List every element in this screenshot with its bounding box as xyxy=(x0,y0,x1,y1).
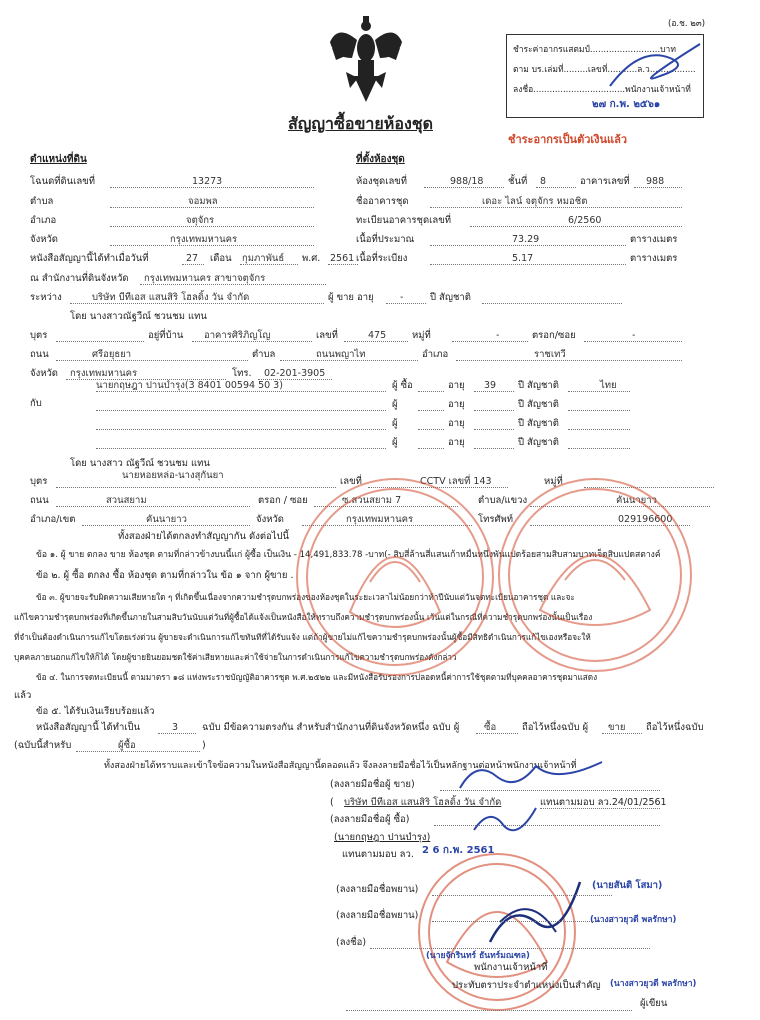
buyer-1-nation-label: ปี สัญชาติ xyxy=(518,380,559,391)
tambon-value: จอมพล xyxy=(188,196,218,207)
buyer-amphoe: คันนายาว xyxy=(146,514,187,525)
seller-amphoe-label: อำเภอ xyxy=(422,349,449,360)
buyer-4-role: ผู้ xyxy=(392,437,398,448)
seller-moo-label: หมู่ที่ xyxy=(412,330,431,341)
province-value: กรุงเทพมหานคร xyxy=(170,234,238,245)
buyer-tel-label: โทรศัพท์ xyxy=(478,514,514,525)
buyer-cctv: CCTV เลขที่ 143 xyxy=(420,476,492,487)
area-value: 73.29 xyxy=(512,234,540,245)
writer-label: ผู้เขียน xyxy=(640,998,668,1009)
buyer-signature-icon xyxy=(470,800,540,840)
building-no: 988 xyxy=(646,176,665,187)
seller-amphoe: ราชเทวี xyxy=(534,349,566,360)
garuda-emblem-icon xyxy=(328,14,404,106)
witness-1-label: (ลงลายมือชื่อพยาน) xyxy=(336,884,419,895)
buyer-1-age-label: อายุ xyxy=(448,380,465,391)
office-value: กรุงเทพมหานคร สาขาจตุจักร xyxy=(144,273,266,284)
witness-2-label: (ลงลายมือชื่อพยาน) xyxy=(336,910,419,921)
buyer-4-age-label: อายุ xyxy=(448,437,465,448)
fee-line-1: ชำระค่าอากรแสตมป์..........................บาท xyxy=(513,45,676,55)
buyer-soi-label: ตรอก / ซอย xyxy=(258,495,308,506)
buyer-son-label: บุตร xyxy=(30,476,48,487)
amphoe-label: อำเภอ xyxy=(30,215,57,226)
fee-signature-icon xyxy=(600,36,710,96)
fee-line-3: ลงชื่อ..................................พนักงานเจ้าหน้าที่ xyxy=(513,85,691,95)
buyer-3-age-label: อายุ xyxy=(448,418,465,429)
floor: 8 xyxy=(540,176,547,187)
copies-buyer: ซื้อ xyxy=(484,722,497,733)
land-heading: ตำแหน่งที่ดิน xyxy=(30,154,87,165)
buyer-3-nation-label: ปี สัญชาติ xyxy=(518,418,559,429)
between-label: ระหว่าง xyxy=(30,292,62,303)
tax-paid-stamp: ชำระอากรเป็นตัวเงินแล้ว xyxy=(508,133,628,146)
seller-road-label: ถนน xyxy=(30,349,49,360)
reg-label: ทะเบียนอาคารชุดเลขที่ xyxy=(356,215,451,226)
buyer-1-role: ผู้ ซื้อ xyxy=(392,380,413,391)
seller-no: 475 xyxy=(368,330,387,341)
unit-no-label: ห้องชุดเลขที่ xyxy=(356,176,408,187)
keep-label-2: ถือไว้หนึ่งฉบับ xyxy=(646,722,704,733)
buyer-road: สวนสยาม xyxy=(106,495,147,506)
buyer-tambon-label: ตำบล/แขวง xyxy=(478,495,528,506)
buyer-1-nation: ไทย xyxy=(600,380,617,391)
officer-stamp-4: (นางสาวยุวดี พลรักษา) xyxy=(610,979,697,989)
buyer-2-nation-label: ปี สัญชาติ xyxy=(518,399,559,410)
seller-tambon-label: ตำบล xyxy=(252,349,276,360)
keep-label-1: ถือไว้หนึ่งฉบับ ผู้ xyxy=(522,722,589,733)
year-label: พ.ศ. xyxy=(302,253,321,264)
lives-label: อยู่ที่บ้าน xyxy=(148,330,184,341)
contract-year: 2561 xyxy=(330,253,355,264)
copies-num: 3 xyxy=(172,722,179,733)
sign-label: (ลงชื่อ) xyxy=(336,937,367,948)
clause-3c: ที่จำเป็นต้องดำเนินการแก้ไขโดยเร่งด่วน ผู้ขายจะดำเนินการแก้ไขทันทีที่ได้รับแจ้ง แต่ถ้าผู้ขายไม่แก้ไขความชำรุดบกพร่องนั้นผู้ซื้อมีสิทธิดำเนินการแก้ไขเองหรือจะให้ xyxy=(14,632,591,642)
seller-nation-label: ปี สัญชาติ xyxy=(430,292,471,303)
buyer-2-role: ผู้ xyxy=(392,399,398,410)
witness-signature-icon xyxy=(480,862,590,952)
seller-age: - xyxy=(400,292,404,303)
copies-seller: ขาย xyxy=(608,722,626,733)
seller-signature-icon xyxy=(456,756,606,796)
fee-date-stamp: ๒๗ ก.พ. ๒๕๖๑ xyxy=(592,99,661,110)
seller-soi: - xyxy=(632,330,636,341)
balcony-unit: ตารางเมตร xyxy=(630,253,678,264)
buyer-amphoe-label: อำเภอ/เขต xyxy=(30,514,76,525)
clause-3a: ข้อ ๓. ผู้ขายจะรับผิดความเสียหายใด ๆ ที่เกิดขึ้นเนื่องจากความชำรุดบกพร่องของห้องชุดในระยะเวลาไม่น้อยกว่าห้าปีนับแต่วันจดทะเบียนอาคารชุด และจะ xyxy=(36,592,575,602)
officer-label: พนักงานเจ้าหน้าที่ xyxy=(474,962,548,973)
condo-label: ชื่ออาคารชุด xyxy=(356,196,409,207)
buyer-2-age-label: อายุ xyxy=(448,399,465,410)
buyer-no-label: เลขที่ xyxy=(340,476,362,487)
poa2-date-stamp: 2 6 ก.พ. 2561 xyxy=(422,845,495,856)
buyer-sig-name: (นายกฤษฎา ปานบำรุง) xyxy=(334,832,431,843)
office-label: ณ สำนักงานที่ดินจังหวัด xyxy=(30,273,129,284)
with-label: กับ xyxy=(30,398,42,409)
buyer-tel: 029196600 xyxy=(618,514,673,525)
buyer-province: กรุงเทพมหานคร xyxy=(346,514,414,525)
buyer-moo-label: หมู่ที่ xyxy=(544,476,563,487)
month-label: เดือน xyxy=(210,253,232,264)
seller-tel-label: โทร. xyxy=(232,368,252,379)
seller-no-label: เลขที่ xyxy=(316,330,338,341)
seal-stamp-icon xyxy=(490,470,700,680)
unit-heading: ที่ตั้งห้องชุด xyxy=(356,154,405,165)
seller-tambon: ถนนพญาไท xyxy=(316,349,366,360)
area-label: เนื้อที่ประมาณ xyxy=(356,234,415,245)
seller-company: บริษัท บีทีเอส แสนสิริ โฮลดิ้ง วัน จำกัด xyxy=(344,797,502,808)
clause-4a: ข้อ ๔. ในการจดทะเบียนนี้ ตามมาตรา ๑๘ แห่งพระราชบัญญัติอาคารชุด พ.ศ.๒๕๒๒ และมีหนังสือรับรองการปลอดหนี้ค่าการใช้ชุดตามที่บุคคลอาคารชุดมาแสดง xyxy=(36,672,598,682)
officer-stamp-3: (นายจักรินทร์ ธันทร์มณฑล) xyxy=(426,951,530,961)
for-label: (ฉบับนี้สำหรับ xyxy=(14,740,72,751)
seller-soi-label: ตรอก/ซอย xyxy=(532,330,576,341)
seller-province-label: จังหวัด xyxy=(30,368,58,379)
balcony-value: 5.17 xyxy=(512,253,534,264)
clause-5: ข้อ ๕. ได้รับเงินเรียบร้อยแล้ว xyxy=(36,706,155,717)
floor-label: ชั้นที่ xyxy=(508,176,528,187)
fee-line-2: ตาม บร.เล่มที่.........เลขที่...........ล.ว................. xyxy=(513,65,696,75)
seller-province: กรุงเทพมหานคร xyxy=(70,368,138,379)
buyer-province-label: จังหวัด xyxy=(256,514,284,525)
buyer-1-name: นายกฤษฎา ปานบำรุง(3 8401 00594 50 3) xyxy=(96,380,283,391)
clause-3b: แก้ไขความชำรุดบกพร่องที่เกิดขึ้นภายในสามสิบวันนับแต่วันที่ผู้ซื้อได้แจ้งเป็นหนังสือให้ทราบถึงความชำรุดบกพร่องนั้น เว้นแต่ในกรณีที่ความชำรุดบกพร่องนั้นเป็นเรื่อง xyxy=(14,612,593,622)
copies-rest: ฉบับ มีข้อความตรงกัน สำหรับสำนักงานที่ดินจังหวัดหนึ่ง ฉบับ ผู้ xyxy=(202,722,460,733)
buyer-son-value: นายหอยหล่อ-นางสุกันยา xyxy=(122,470,224,481)
amphoe-value: จตุจักร xyxy=(186,215,215,226)
deed-label: โฉนดที่ดินเลขที่ xyxy=(30,176,95,187)
seal-label: ประทับตราประจำตำแหน่งเป็นสำคัญ xyxy=(452,980,601,991)
unit-no: 988/18 xyxy=(450,176,484,187)
clause-3d: บุคคลภายนอกแก้ไขให้ก็ได้ โดยผู้ขายยินยอมชดใช้ค่าเสียหายและค่าใช้จ่ายในการดำเนินการแก้ไขความชำรุดบกพร่องดังกล่าว xyxy=(14,652,457,662)
seller-house: อาคารศิริภิญโญ xyxy=(204,330,271,341)
clause-1: ข้อ ๑. ผู้ ขาย ตกลง ขาย ห้องชุด ตามที่กล่าวข้างบนนี้แก่ ผู้ซื้อ เป็นเงิน - 14,491,833.78 -บาท(- สิบสี่ล้านสี่แสนเก้าหมื่นหนึ่งพันแปดร้อยสามสิบสามบาทเจ็ดสิบแปดสตางค์ xyxy=(36,550,661,560)
final-statement: ทั้งสองฝ่ายได้ทราบและเข้าใจข้อความในหนังสือสัญญานี้ตลอดแล้ว จึงลงลายมือชื่อไว้เป็นหลักฐานต่อหน้าพนักงานเจ้าหน้าที่ xyxy=(104,761,577,771)
buyer-1-age: 39 xyxy=(484,380,497,391)
seller-moo: - xyxy=(496,330,500,341)
copies-label: หนังสือสัญญานี้ ได้ทำเป็น xyxy=(36,722,141,733)
poa-line: แทนตามมอบ ลว.24/01/2561 xyxy=(540,797,667,808)
page-title: สัญญาซื้อขายห้องชุด xyxy=(288,114,433,133)
contract-date-label: หนังสือสัญญานี้ได้ทำเมื่อวันที่ xyxy=(30,253,149,264)
seal-stamp-icon xyxy=(290,462,500,692)
seller-tel: 02-201-3905 xyxy=(264,368,326,379)
officer-stamp-2: (นางสาวยุวดี พลรักษา) xyxy=(590,915,677,925)
buyer-tambon: คันนายาว xyxy=(616,495,657,506)
buyer-3-role: ผู้ xyxy=(392,418,398,429)
deed-value: 13273 xyxy=(192,176,223,187)
condo-name: เดอะ ไลน์ จตุจักร หมอชิต xyxy=(482,196,588,207)
buyer-soi: ซ.สวนสยาม 7 xyxy=(342,495,402,506)
tambon-label: ตำบล xyxy=(30,196,54,207)
officer-stamp-1: (นายสันติ โสมา) xyxy=(592,880,663,891)
seller-role: ผู้ ขาย อายุ xyxy=(328,292,374,303)
reg-no: 6/2560 xyxy=(568,215,602,226)
clause-2: ข้อ ๒. ผู้ ซื้อ ตกลง ซื้อ ห้องชุด ตามที่กล่าวใน ข้อ ๑ จาก ผู้ขาย . xyxy=(36,570,294,581)
poa2-line: แทนตามมอบ ลว. xyxy=(342,849,414,860)
buyer-road-label: ถนน xyxy=(30,495,49,506)
seller-sig-label: (ลงลายมือชื่อผู้ ขาย) xyxy=(330,779,415,790)
form-code: (อ.ช. ๒๓) xyxy=(668,19,706,29)
building-label: อาคารเลขที่ xyxy=(580,176,630,187)
buyer-by-line: โดย นางสาว ณัฐวีณ์ ชวนชม แทน xyxy=(70,458,210,469)
clause-4b: แล้ว xyxy=(14,690,32,701)
for-close: ) xyxy=(202,740,206,751)
buyer-4-nation-label: ปี สัญชาติ xyxy=(518,437,559,448)
contract-month: กุมภาพันธ์ xyxy=(242,253,285,264)
balcony-label: เนื้อที่ระเบียง xyxy=(356,253,408,264)
contract-day: 27 xyxy=(186,253,199,264)
area-unit: ตารางเมตร xyxy=(630,234,678,245)
agree-text: ทั้งสองฝ่ายได้ตกลงทำสัญญากัน ดังต่อไปนี้ xyxy=(118,531,290,542)
buyer-sig-label: (ลงลายมือชื่อผู้ ซื้อ) xyxy=(330,814,410,825)
seller-by-line: โดย นางสาวณัฐวีณ์ ชวนชม แทน xyxy=(70,311,207,322)
sig-paren-open: ( xyxy=(330,797,334,808)
seller-addr-label: บุตร xyxy=(30,330,48,341)
seller-road: ศรีอยุธยา xyxy=(92,349,132,360)
seller-name: บริษัท บีทีเอส แสนสิริ โฮลดิ้ง วัน จำกัด xyxy=(92,292,250,303)
for-value: ผู้ซื้อ xyxy=(118,740,136,751)
province-label: จังหวัด xyxy=(30,234,58,245)
